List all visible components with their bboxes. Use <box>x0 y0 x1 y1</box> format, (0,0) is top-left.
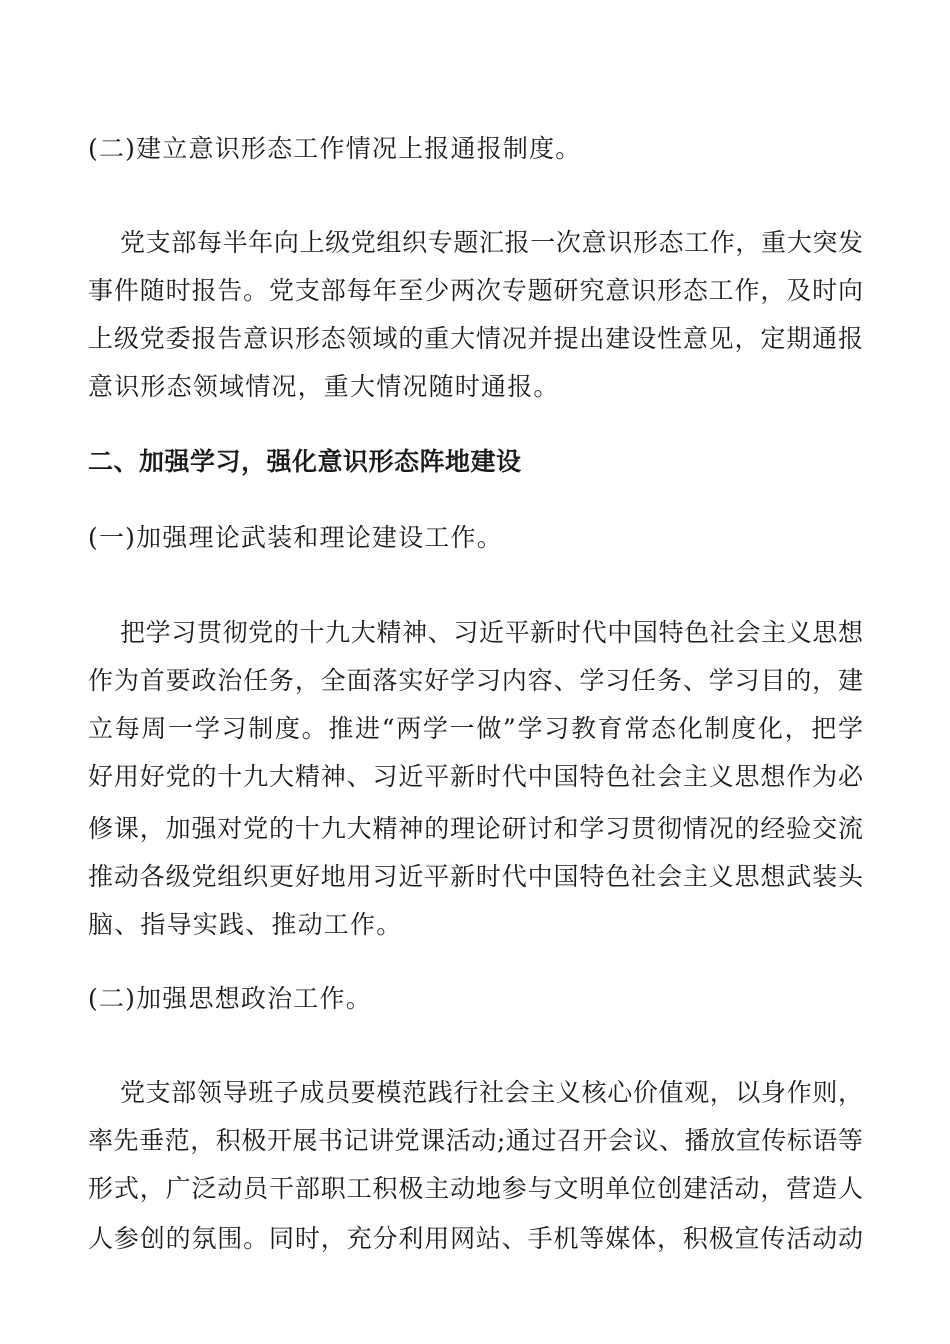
paragraph-line: 脑、指导实践、推动工作。 <box>88 910 403 939</box>
paragraph-line: 上级党委报告意识形态领域的重大情况并提出建设性意见，定期通报 <box>88 324 863 353</box>
section-heading: 二、加强学习，强化意识形态阵地建设 <box>88 447 522 476</box>
paragraph-line: 立每周一学习制度。推进“两学一做”学习教育常态化制度化，把学 <box>88 714 863 743</box>
sub-heading-ideology-work: (二)加强思想政治工作。 <box>88 984 372 1013</box>
paragraph-line: 事件随时报告。党支部每年至少两次专题研究意识形态工作，及时向 <box>88 276 863 305</box>
paragraph-line: 意识形态领域情况，重大情况随时通报。 <box>88 372 560 401</box>
paragraph-line: 人参创的氛围。同时，充分利用网站、手机等媒体，积极宣传活动动 <box>88 1224 863 1253</box>
sub-heading-theory: (一)加强理论武装和理论建设工作。 <box>88 523 503 552</box>
paragraph-line: 作为首要政治任务，全面落实好学习内容、学习任务、学习目的，建 <box>88 666 863 695</box>
paragraph-line: 把学习贯彻党的十九大精神、习近平新时代中国特色社会主义思想 <box>120 618 863 647</box>
paragraph-line: 推动各级党组织更好地用习近平新时代中国特色社会主义思想武装头 <box>88 862 863 891</box>
paragraph-line: 党支部领导班子成员要模范践行社会主义核心价值观，以身作则， <box>120 1078 863 1107</box>
paragraph-line: 好用好党的十九大精神、习近平新时代中国特色社会主义思想作为必 <box>88 762 863 791</box>
paragraph-line: 党支部每半年向上级党组织专题汇报一次意识形态工作，重大突发 <box>120 228 863 257</box>
paragraph-line: 形式，广泛动员干部职工积极主动地参与文明单位创建活动，营造人 <box>88 1174 863 1203</box>
paragraph-line: 修课，加强对党的十九大精神的理论研讨和学习贯彻情况的经验交流 <box>88 814 863 843</box>
paragraph-line: 率先垂范，积极开展书记讲党课活动;通过召开会议、播放宣传标语等 <box>88 1126 863 1155</box>
sub-heading-reporting-system: (二)建立意识形态工作情况上报通报制度。 <box>88 134 582 163</box>
